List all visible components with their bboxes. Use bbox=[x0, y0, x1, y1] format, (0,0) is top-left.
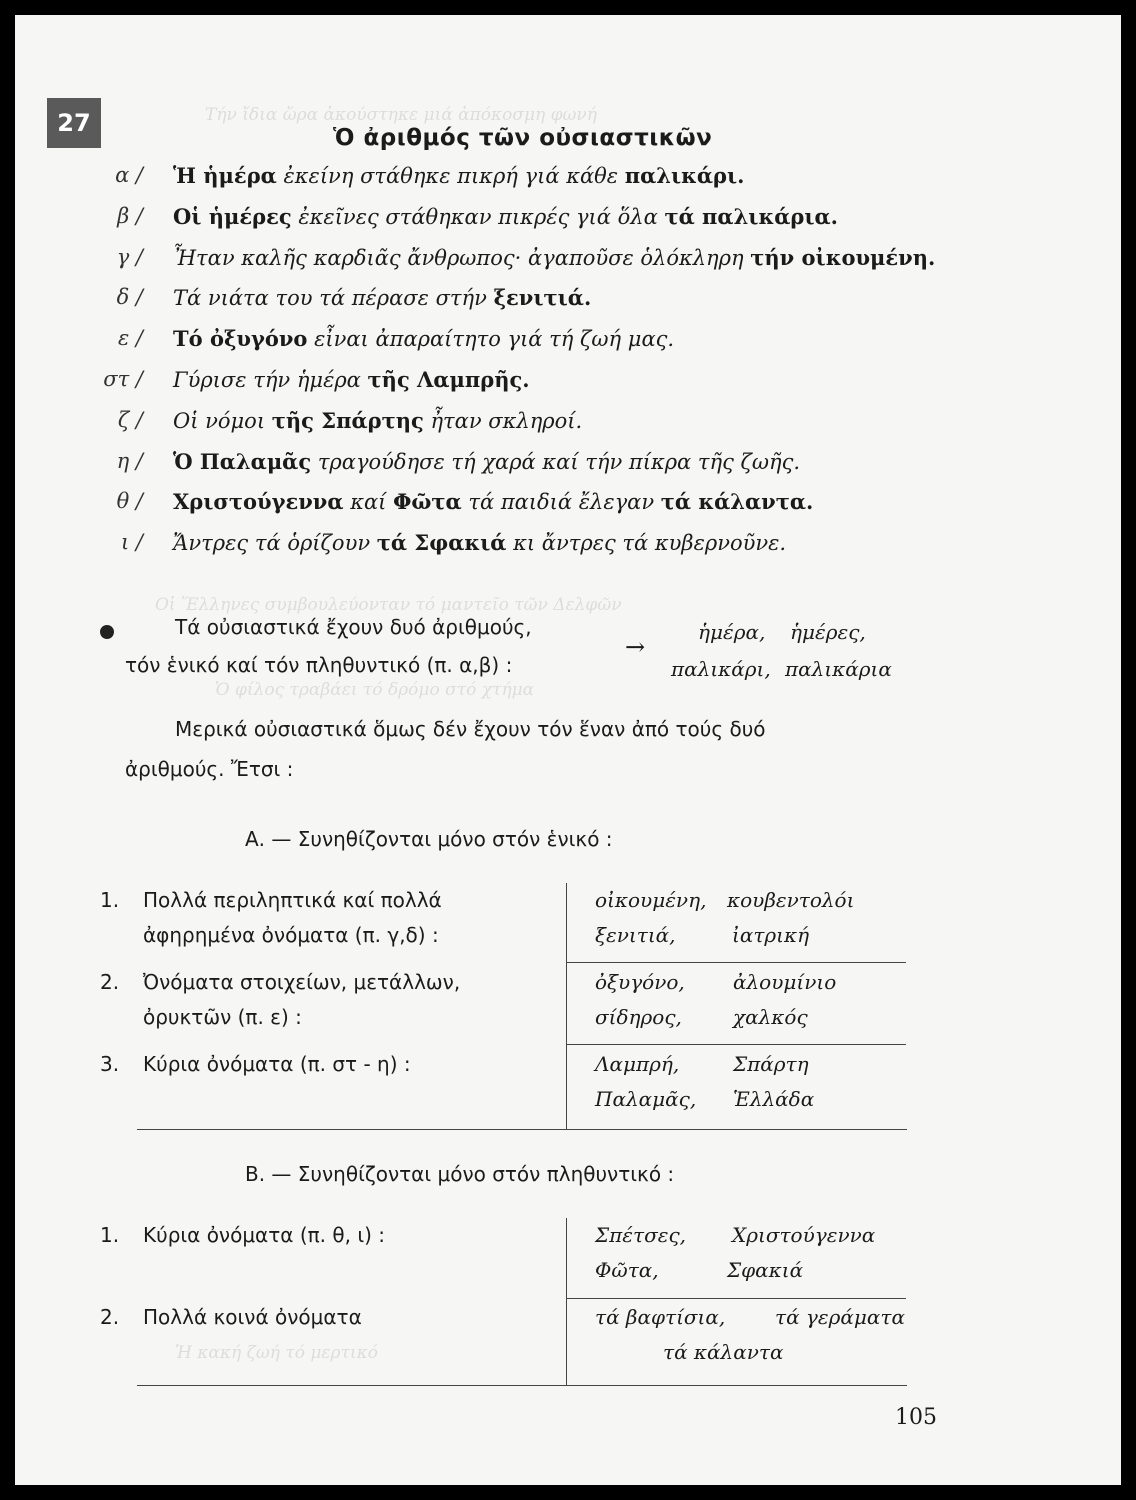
row-example: ξενιτιά, bbox=[595, 923, 676, 947]
row-description: ὀρυκτῶν (π. ε) : bbox=[143, 1005, 302, 1029]
row-number: 1. bbox=[100, 888, 120, 912]
row-number: 1. bbox=[100, 1223, 120, 1247]
example-label: α / bbox=[115, 163, 143, 187]
sentence-text: ἐκεῖνες στάθηκαν πικρές γιά ὅλα bbox=[291, 205, 665, 229]
example-sentence bbox=[173, 245, 935, 270]
sentence-text: Γύρισε τήν ἡμέρα bbox=[173, 368, 368, 392]
emphasized-noun: τά παλικάρια. bbox=[664, 204, 838, 229]
bullet-icon bbox=[100, 625, 114, 639]
example-sentence-row bbox=[95, 245, 1095, 279]
rule-line-2: τόν ἑνικό καί τόν πληθυντικό (π. α,β) : bbox=[125, 653, 513, 677]
row-example: κουβεντολόι bbox=[727, 888, 855, 912]
example-sentence-row bbox=[95, 367, 1095, 401]
table-divider bbox=[566, 1300, 567, 1386]
example-label: η / bbox=[116, 449, 143, 473]
row-description: Κύρια ὀνόματα (π. στ - η) : bbox=[143, 1052, 411, 1076]
row-example: Σπάρτη bbox=[733, 1052, 809, 1076]
emphasized-noun: ξενιτιά. bbox=[493, 285, 592, 310]
bleed-through-text: Τήν ἴδια ὥρα ἀκούστηκε μιά ἀπόκοσμη φωνή bbox=[205, 105, 597, 125]
row-description: Κύρια ὀνόματα (π. θ, ι) : bbox=[143, 1223, 386, 1247]
example-sentence-row bbox=[95, 449, 1095, 483]
row-example: τά γεράματα bbox=[775, 1305, 905, 1329]
textbook-page bbox=[15, 15, 1121, 1485]
section-a-heading: Α. — Συνηθίζονται μόνο στόν ἑνικό : bbox=[245, 827, 613, 851]
emphasized-noun: τήν οἰκουμένη. bbox=[750, 245, 936, 270]
row-example: χαλκός bbox=[733, 1005, 808, 1029]
example-sentence bbox=[173, 530, 786, 555]
emphasized-noun: Ὁ Παλαμᾶς bbox=[173, 449, 312, 474]
example-sentence-row bbox=[95, 326, 1095, 360]
example-label: ε / bbox=[117, 326, 143, 350]
row-example: σίδηρος, bbox=[595, 1005, 682, 1029]
emphasized-noun: τῆς Λαμπρῆς. bbox=[367, 367, 530, 392]
table-rule bbox=[566, 962, 906, 963]
row-description: Πολλά περιληπτικά καί πολλά bbox=[143, 888, 442, 912]
example-label: γ / bbox=[116, 245, 143, 269]
example-label: ι / bbox=[121, 530, 143, 554]
emphasized-noun: Φῶτα bbox=[393, 489, 462, 514]
example-label: δ / bbox=[116, 285, 143, 309]
example-sentence-row bbox=[95, 489, 1095, 523]
example-label: στ / bbox=[103, 367, 143, 391]
bleed-through-text: Ἡ κακή ζωή τό μερτικό bbox=[175, 1343, 378, 1363]
row-number: 2. bbox=[100, 970, 120, 994]
example-sentence-row bbox=[95, 285, 1095, 319]
table-rule bbox=[566, 1044, 906, 1045]
example-sentence bbox=[173, 408, 582, 433]
row-example: Φῶτα, bbox=[595, 1258, 659, 1282]
arrow-icon: → bbox=[625, 633, 646, 661]
bleed-through-text: Οἱ Ἕλληνες συμβουλεύονταν τό μαντεῖο τῶν Δελφῶν bbox=[155, 595, 622, 615]
row-example: Παλαμᾶς, bbox=[595, 1087, 697, 1111]
example-label: β / bbox=[117, 204, 143, 228]
example-sentence bbox=[173, 163, 745, 188]
sentence-text: Ἦταν καλῆς καρδιᾶς ἄνθρωπος· ἀγαποῦσε ὁλόκληρη bbox=[173, 246, 751, 270]
row-example: οἰκουμένη, bbox=[595, 888, 707, 912]
rule-example-plural-1: ἡμέρες, bbox=[790, 620, 866, 644]
example-sentence bbox=[173, 326, 674, 351]
intro-line-2: ἀριθμούς. Ἔτσι : bbox=[125, 757, 294, 781]
row-number: 2. bbox=[100, 1305, 120, 1329]
table-divider bbox=[566, 1047, 567, 1129]
emphasized-noun: Χριστούγεννα bbox=[173, 489, 344, 514]
row-description: Πολλά κοινά ὀνόματα bbox=[143, 1305, 362, 1329]
sentence-text: Οἱ νόμοι bbox=[173, 409, 272, 433]
row-example: Σφακιά bbox=[727, 1258, 804, 1282]
row-example: ὀξυγόνο, bbox=[595, 970, 685, 994]
row-example: ἀλουμίνιο bbox=[733, 970, 837, 994]
sentence-text: εἶναι ἀπαραίτητο γιά τή ζωή μας. bbox=[307, 327, 675, 351]
example-sentence bbox=[173, 449, 800, 474]
example-sentence bbox=[173, 285, 591, 310]
sentence-text: τραγούδησε τή χαρά καί τήν πίκρα τῆς ζωῆς. bbox=[311, 450, 801, 474]
row-example: τά κάλαντα bbox=[663, 1340, 784, 1364]
emphasized-noun: Ἡ ἡμέρα bbox=[173, 163, 277, 188]
intro-line-1: Μερικά οὐσιαστικά ὅμως δέν ἔχουν τόν ἕναν ἀπό τούς δυό bbox=[175, 717, 766, 741]
row-example: Χριστούγεννα bbox=[732, 1223, 876, 1247]
lesson-title: Ὁ ἀριθμός τῶν οὐσιαστικῶν bbox=[333, 125, 713, 151]
row-example: Λαμπρή, bbox=[595, 1052, 680, 1076]
rule-line-1: Τά οὐσιαστικά ἔχουν δυό ἀριθμούς, bbox=[175, 615, 532, 639]
row-example: Ἑλλάδα bbox=[733, 1087, 815, 1111]
emphasized-noun: Οἱ ἡμέρες bbox=[173, 204, 292, 229]
example-sentence bbox=[173, 204, 838, 229]
example-sentence-row bbox=[95, 408, 1095, 442]
row-example: Σπέτσες, bbox=[595, 1223, 687, 1247]
example-label: θ / bbox=[116, 489, 143, 513]
example-sentence-row bbox=[95, 204, 1095, 238]
sentence-text: Τά νιάτα του τά πέρασε στήν bbox=[173, 286, 494, 310]
table-divider bbox=[566, 1218, 567, 1300]
row-example: ἰατρική bbox=[732, 923, 810, 947]
row-example: τά βαφτίσια, bbox=[595, 1305, 726, 1329]
emphasized-noun: παλικάρι. bbox=[624, 163, 745, 188]
table-rule bbox=[137, 1385, 907, 1386]
example-sentence bbox=[173, 489, 813, 514]
example-sentence-row bbox=[95, 163, 1095, 197]
rule-example-singular-2: παλικάρι, bbox=[671, 657, 771, 681]
sentence-text: ἐκείνη στάθηκε πικρή γιά κάθε bbox=[276, 164, 625, 188]
emphasized-noun: τά κάλαντα. bbox=[660, 489, 814, 514]
row-description: Ὀνόματα στοιχείων, μετάλλων, bbox=[143, 970, 461, 994]
page-number: 105 bbox=[895, 1405, 937, 1430]
rule-example-singular-1: ἡμέρα, bbox=[698, 620, 766, 644]
sentence-text: τά παιδιά ἔλεγαν bbox=[461, 490, 661, 514]
rule-example-plural-2: παλικάρια bbox=[785, 657, 892, 681]
sentence-text: ἦταν σκληροί. bbox=[423, 409, 583, 433]
example-sentence bbox=[173, 367, 530, 392]
section-b-heading: Β. — Συνηθίζονται μόνο στόν πληθυντικό : bbox=[245, 1162, 675, 1186]
emphasized-noun: τά Σφακιά bbox=[376, 530, 507, 555]
example-label: ζ / bbox=[117, 408, 143, 432]
sentence-text: κι ἄντρες τά κυβερνοῦνε. bbox=[506, 531, 787, 555]
sentence-text: Ἄντρες τά ὁρίζουν bbox=[173, 531, 377, 555]
lesson-number-badge: 27 bbox=[47, 98, 101, 148]
emphasized-noun: τῆς Σπάρτης bbox=[271, 408, 424, 433]
emphasized-noun: Τό ὀξυγόνο bbox=[173, 326, 308, 351]
example-sentence-row bbox=[95, 530, 1095, 564]
table-rule bbox=[137, 1129, 907, 1130]
bleed-through-text: Ὁ φίλος τραβάει τό δρόμο στό χτήμα bbox=[215, 680, 535, 700]
row-description: ἀφηρημένα ὀνόματα (π. γ,δ) : bbox=[143, 923, 439, 947]
sentence-text: καί bbox=[343, 490, 394, 514]
row-number: 3. bbox=[100, 1052, 120, 1076]
table-rule bbox=[566, 1298, 906, 1299]
